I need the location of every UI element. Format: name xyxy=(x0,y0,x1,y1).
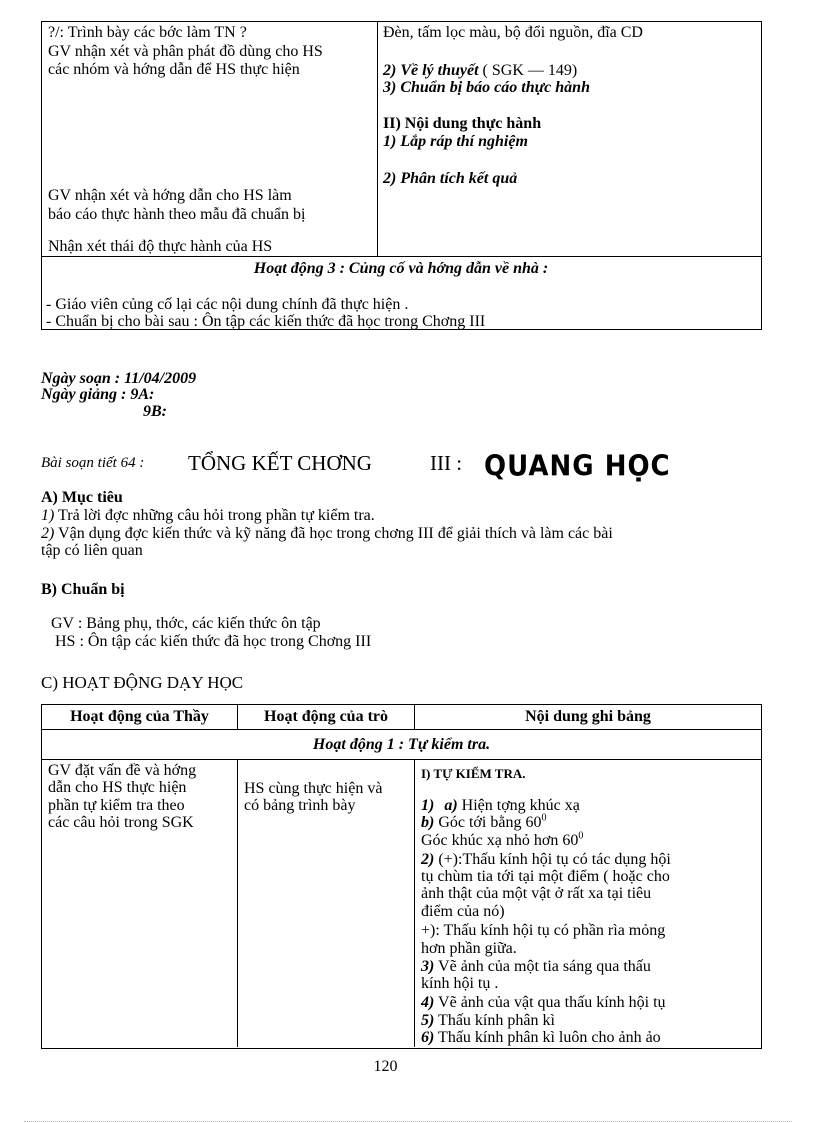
top-right-section2: II) Nội dung thực hành xyxy=(383,115,542,132)
student-line-1: HS cùng thực hiện và xyxy=(244,780,383,797)
header-student: Hoạt động của trò xyxy=(264,708,388,725)
content-2-line-3: ảnh thật của một vật ở rất xa tại tiêu xyxy=(421,885,652,902)
teacher-line-3: phần tự kiểm tra theo xyxy=(48,797,185,814)
section-a-text-2: Vận dụng đợc kiến thức và kỹ năng đã học trong chơng III để giải thích và làm các bài xyxy=(58,525,613,542)
content-3-num: 3) xyxy=(421,958,435,975)
section-a-line-2 xyxy=(41,525,613,542)
content-1b-num: b) xyxy=(421,814,435,831)
top-left-line-6: Nhận xét thái độ thực hành của HS xyxy=(48,238,273,255)
content-1-sub: a) xyxy=(444,797,458,814)
content-3-line-1 xyxy=(421,958,651,975)
section-a-text-1: Trả lời đợc những câu hỏi trong phần tự kiểm tra. xyxy=(58,507,375,524)
top-left-line-1: ?/: Trình bày các bớc làm TN ? xyxy=(48,24,247,41)
content-heading: I) TỰ KIỂM TRA. xyxy=(421,766,526,781)
content-1b2 xyxy=(421,832,583,849)
content-4 xyxy=(421,994,666,1011)
section-b-heading: B) Chuẩn bị xyxy=(41,581,125,598)
content-1b xyxy=(421,814,546,831)
main-table-activity-divider xyxy=(42,759,761,760)
lesson-title-b: III : xyxy=(430,451,463,475)
teacher-line-1: GV đặt vấn đề và hớng xyxy=(48,762,197,779)
degree-mark-1: 0 xyxy=(541,812,547,824)
section-b-hs: HS : Ôn tập các kiến thức đã học trong Chơng III xyxy=(55,633,372,650)
degree-mark-2: 0 xyxy=(578,830,584,842)
content-3-text-1: Vẽ ảnh của một tia sáng qua thấu xyxy=(438,958,651,975)
section-a-line-1 xyxy=(41,507,375,524)
header-content: Nội dung ghi bảng xyxy=(525,708,651,725)
top-left-line-5: báo cáo thực hành theo mẫu đã chuẩn bị xyxy=(48,206,306,223)
main-table-col-divider-4 xyxy=(414,760,415,1047)
activity3-title: Hoạt động 3 : Củng cố và hớng dẫn về nhà : xyxy=(253,260,549,277)
top-right-analyze: 2) Phân tích kết quả xyxy=(383,170,518,187)
prepare-date: Ngày soạn : 11/04/2009 xyxy=(41,370,197,387)
lesson-title-c: QUANG HỌC xyxy=(484,450,671,483)
lesson-title-a: TỔNG KẾT CHƠNG xyxy=(188,451,372,475)
theory-label: 2) Về lý thuyết xyxy=(383,62,479,79)
section-a-num-2: 2) xyxy=(41,525,55,542)
content-2-line-2: tụ chùm tia tới tại một điểm ( hoặc cho xyxy=(421,868,670,885)
page-bottom-edge xyxy=(24,1121,792,1122)
content-3-line-2: kính hội tụ . xyxy=(421,975,499,992)
content-2-line-5: +): Thấu kính hội tụ có phần rìa mỏng xyxy=(421,922,666,939)
content-5-text: Thấu kính phân kì xyxy=(438,1012,555,1029)
top-left-line-2: GV nhận xét và phân phát đồ dùng cho HS xyxy=(48,43,323,60)
header-teacher: Hoạt động của Thầy xyxy=(70,708,209,725)
top-right-report: 3) Chuẩn bị báo cáo thực hành xyxy=(383,79,590,96)
section-b-gv: GV : Bảng phụ, thớc, các kiến thức ôn tập xyxy=(51,615,321,632)
content-4-num: 4) xyxy=(421,994,435,1011)
section-a-line-3: tập có liên quan xyxy=(41,542,143,559)
student-line-2: có bảng trình bày xyxy=(244,797,356,814)
content-1-text: Hiện tợng khúc xạ xyxy=(461,797,580,814)
content-1b-text: Góc tới bằng 60 xyxy=(438,814,542,831)
teach-date: Ngày giảng : 9A: xyxy=(41,386,155,403)
lesson-prefix: Bài soạn tiết 64 : xyxy=(41,455,145,471)
top-table-col-divider xyxy=(377,22,378,256)
section-a-heading: A) Mục tiêu xyxy=(41,489,123,506)
activity3-line-1: - Giáo viên củng cố lại các nội dung chính đã thực hiện . xyxy=(46,296,409,313)
top-table-row-divider xyxy=(42,256,761,257)
content-2-line-6: hơn phần giữa. xyxy=(421,940,517,957)
content-6 xyxy=(421,1029,661,1046)
content-2-line-1 xyxy=(421,851,671,868)
top-right-theory xyxy=(383,62,577,79)
content-2-num: 2) xyxy=(421,851,435,868)
content-5 xyxy=(421,1012,555,1029)
section-a-num-1: 1) xyxy=(41,507,55,524)
top-right-assemble: 1) Lắp ráp thí nghiệm xyxy=(383,133,528,150)
main-table-col-divider-3 xyxy=(237,760,238,1047)
content-2-text-1: (+):Thấu kính hội tụ có tác dụng hội xyxy=(438,851,671,868)
teach-date-b: 9B: xyxy=(143,403,167,420)
content-6-text: Thấu kính phân kì luôn cho ảnh ảo xyxy=(438,1029,661,1046)
content-5-num: 5) xyxy=(421,1012,435,1029)
top-right-materials: Đèn, tấm lọc màu, bộ đổi nguồn, đĩa CD xyxy=(383,24,643,41)
content-1b2-text: Góc khúc xạ nhỏ hơn 60 xyxy=(421,832,579,849)
top-left-line-3: các nhóm và hớng dẫn để HS thực hiện xyxy=(48,61,300,78)
content-6-num: 6) xyxy=(421,1029,435,1046)
content-4-text: Vẽ ảnh của vật qua thấu kính hội tụ xyxy=(438,994,666,1011)
content-2-line-4: điểm của nó) xyxy=(421,903,505,920)
page-number: 120 xyxy=(373,1058,398,1075)
activity3-line-2: - Chuẩn bị cho bài sau : Ôn tập các kiến thức đã học trong Chơng III xyxy=(46,313,486,330)
content-1-num: 1) xyxy=(421,797,435,814)
top-left-line-4: GV nhận xét và hớng dẫn cho HS làm xyxy=(48,187,292,204)
theory-ref: ( SGK — 149) xyxy=(482,62,578,79)
section-c-heading: C) HOẠT ĐỘNG DẠY HỌC xyxy=(41,673,244,692)
teacher-line-4: các câu hỏi trong SGK xyxy=(48,814,194,831)
main-table-header-divider xyxy=(42,729,761,730)
teacher-line-2: dẫn cho HS thực hiện xyxy=(48,779,187,796)
content-1 xyxy=(421,797,580,814)
activity1-title: Hoạt động 1 : Tự kiểm tra. xyxy=(312,736,491,753)
